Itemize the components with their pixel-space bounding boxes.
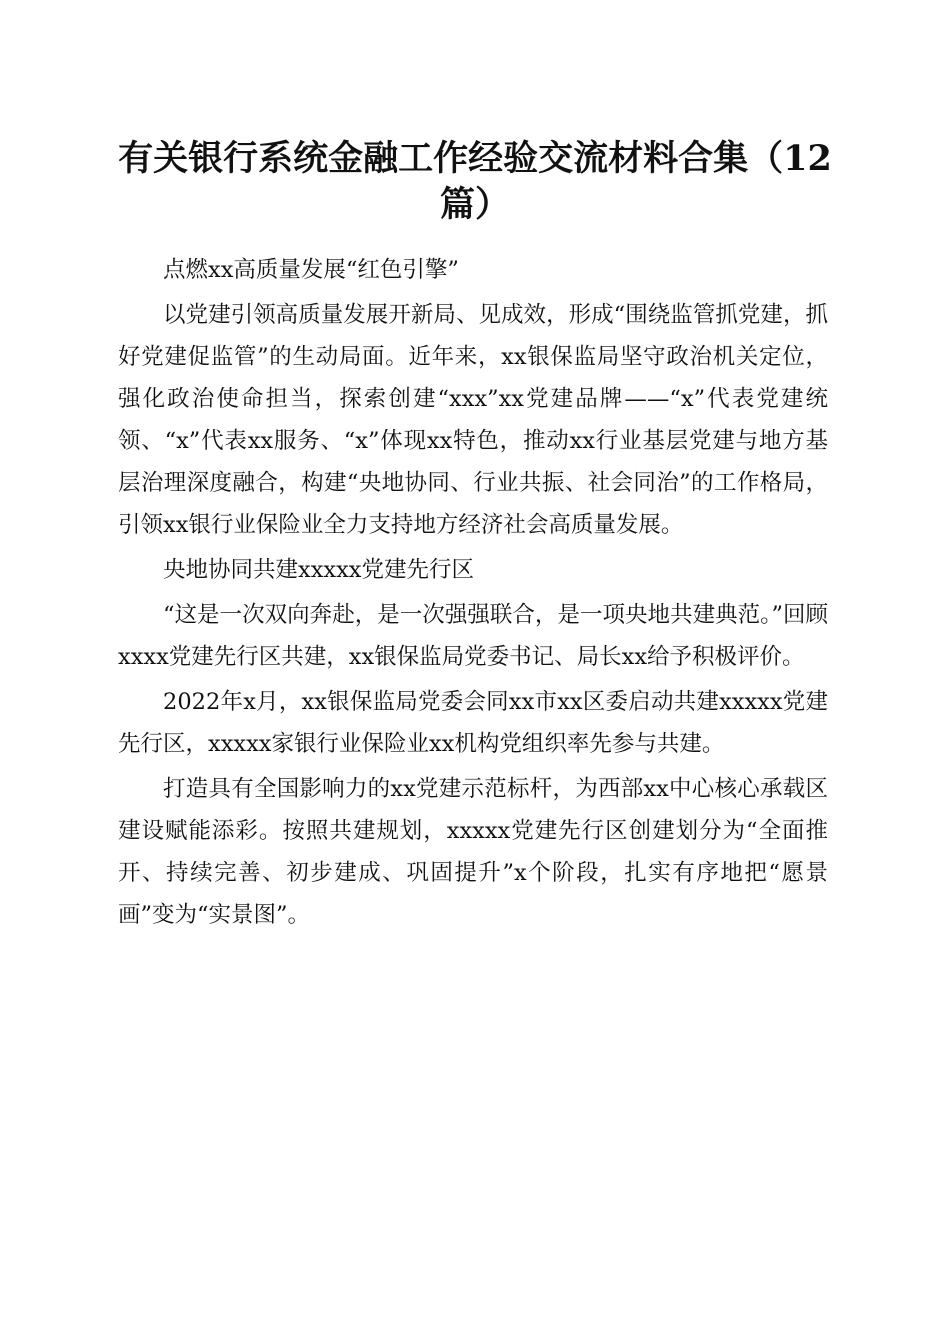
body-paragraph: 以党建引领高质量发展开新局、见成效，形成“围绕监管抓党建，抓好党建促监管”的生动局面。近年来，xx银保监局坚守政治机关定位，强化政治使命担当，探索创建“xxx”xx党建品牌——“x”代表党建统领、“x”代表xx服务、“x”体现xx特色，推动xx行业基层党建与地方基层治理深度融合，构建“央地协同、行业共振、社会同治”的工作格局，引领xx银行业保险业全力支持地方经济社会高质量发展。 [118,302,828,538]
section-heading: 央地协同共建xxxxx党建先行区 [163,557,474,583]
document-body [118,249,828,939]
document-title: 有关银行系统金融工作经验交流材料合集（12篇） [118,138,832,225]
body-paragraph: 2022年x月，xx银保监局党委会同xx市xx区委启动共建xxxxx党建先行区，xxxxx家银行业保险业xx机构党组织率先参与共建。 [118,689,828,757]
body-paragraph: 打造具有全国影响力的xx党建示范标杆，为西部xx中心核心承载区建设赋能添彩。按照共建规划，xxxxx党建先行区创建划分为“全面推开、持续完善、初步建成、巩固提升”x个阶段，扎实有序地把“愿景画”变为“实景图”。 [118,776,828,928]
body-paragraph: “这是一次双向奔赴，是一次强强联合，是一项央地共建典范。”回顾xxxx党建先行区共建，xx银保监局党委书记、局长xx给予积极评价。 [118,602,828,670]
section-heading: 点燃xx高质量发展“红色引擎” [163,257,459,283]
